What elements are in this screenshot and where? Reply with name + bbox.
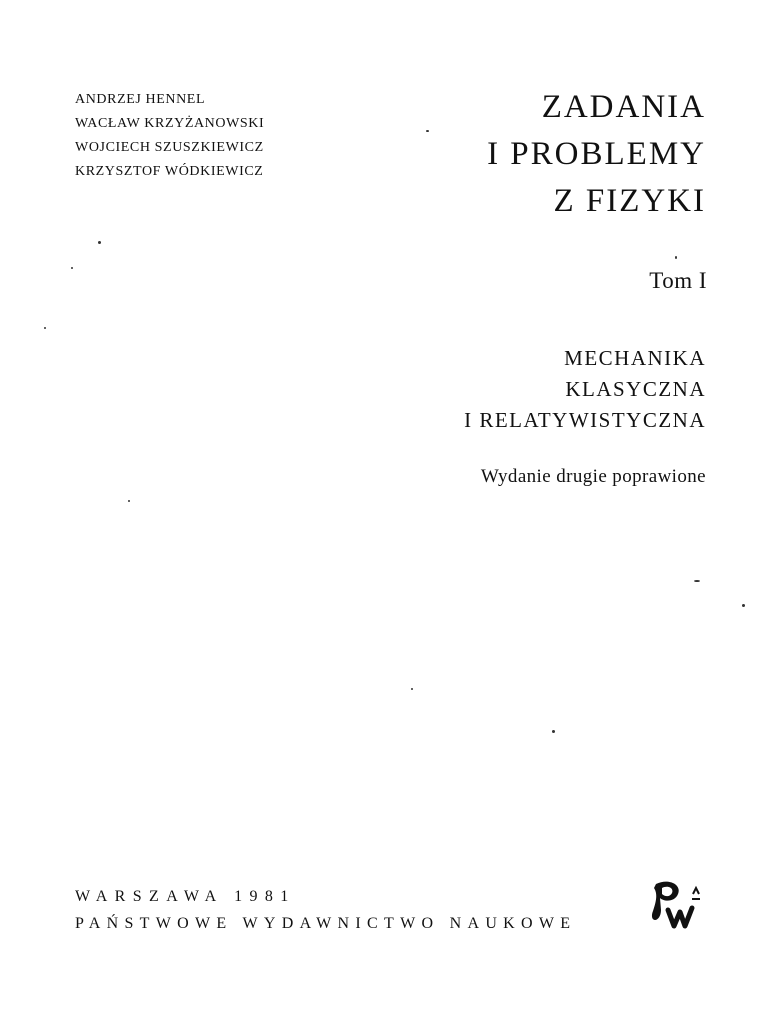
author-name: WACŁAW KRZYŻANOWSKI <box>75 116 265 131</box>
publisher-name: PAŃSTWOWE WYDAWNICTWO NAUKOWE <box>75 915 577 932</box>
scan-speck <box>98 241 101 244</box>
title-line-1: ZADANIA <box>541 89 706 125</box>
scan-speck <box>71 267 73 269</box>
author-name: KRZYSZTOF WÓDKIEWICZ <box>75 164 264 179</box>
title-line-3: Z FIZYKI <box>553 183 706 219</box>
place-and-year: WARSZAWA 1981 <box>75 888 296 905</box>
author-name: WOJCIECH SZUSZKIEWICZ <box>75 140 264 155</box>
edition-note: Wydanie drugie poprawione <box>480 466 706 487</box>
author-name: ANDRZEJ HENNEL <box>75 92 206 107</box>
imprint <box>75 883 576 937</box>
scan-speck <box>694 580 700 582</box>
subtitle-line-2: KLASYCZNA <box>565 377 706 401</box>
scan-speck <box>411 688 413 690</box>
title-line-2: I PROBLEMY <box>487 136 706 172</box>
book-subtitle <box>464 343 706 436</box>
scan-speck <box>675 256 677 259</box>
subtitle-line-1: MECHANIKA <box>564 346 706 370</box>
scan-speck <box>742 604 745 607</box>
scan-speck <box>426 130 429 132</box>
scan-speck <box>44 327 46 329</box>
volume-label: Tom I <box>649 268 707 293</box>
scan-speck <box>128 500 130 502</box>
subtitle-line-3: I RELATYWISTYCZNA <box>464 408 706 432</box>
pwn-publisher-logo-icon <box>648 880 704 932</box>
book-title <box>487 84 706 225</box>
scan-speck <box>552 730 555 733</box>
author-list <box>75 88 264 184</box>
